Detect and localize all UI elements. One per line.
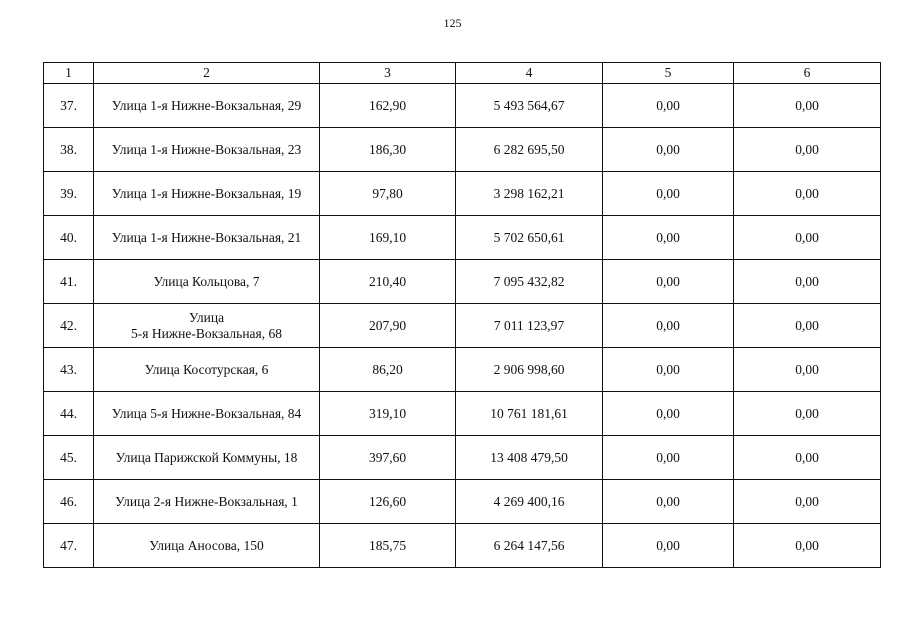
col6-cell: 0,00 — [734, 84, 881, 128]
col6-cell: 0,00 — [734, 304, 881, 348]
area-cell: 207,90 — [320, 304, 456, 348]
header-cell-3: 3 — [320, 63, 456, 84]
address-cell: Улица Парижской Коммуны, 18 — [94, 436, 320, 480]
row-number: 39. — [44, 172, 94, 216]
header-cell-6: 6 — [734, 63, 881, 84]
col6-cell: 0,00 — [734, 172, 881, 216]
value-cell: 6 264 147,56 — [456, 524, 603, 568]
area-cell: 162,90 — [320, 84, 456, 128]
table-body — [44, 84, 881, 568]
col5-cell: 0,00 — [603, 128, 734, 172]
row-number: 38. — [44, 128, 94, 172]
table-row — [44, 524, 881, 568]
table-row — [44, 480, 881, 524]
col6-cell: 0,00 — [734, 128, 881, 172]
data-table — [43, 62, 881, 568]
row-number: 40. — [44, 216, 94, 260]
header-row — [44, 63, 881, 84]
table-row — [44, 172, 881, 216]
value-cell: 7 095 432,82 — [456, 260, 603, 304]
col5-cell: 0,00 — [603, 348, 734, 392]
value-cell: 2 906 998,60 — [456, 348, 603, 392]
table-row — [44, 84, 881, 128]
value-cell: 4 269 400,16 — [456, 480, 603, 524]
value-cell: 13 408 479,50 — [456, 436, 603, 480]
row-number: 46. — [44, 480, 94, 524]
col5-cell: 0,00 — [603, 260, 734, 304]
area-cell: 319,10 — [320, 392, 456, 436]
address-cell: Улица Кольцова, 7 — [94, 260, 320, 304]
table-header — [44, 63, 881, 84]
area-cell: 397,60 — [320, 436, 456, 480]
col5-cell: 0,00 — [603, 436, 734, 480]
row-number: 42. — [44, 304, 94, 348]
value-cell: 7 011 123,97 — [456, 304, 603, 348]
row-number: 37. — [44, 84, 94, 128]
row-number: 45. — [44, 436, 94, 480]
address-cell: Улица Косотурская, 6 — [94, 348, 320, 392]
col6-cell: 0,00 — [734, 348, 881, 392]
area-cell: 185,75 — [320, 524, 456, 568]
col5-cell: 0,00 — [603, 216, 734, 260]
address-cell: Улица 5-я Нижне-Вокзальная, 84 — [94, 392, 320, 436]
address-cell: Улица Аносова, 150 — [94, 524, 320, 568]
address-cell: Улица 1-я Нижне-Вокзальная, 19 — [94, 172, 320, 216]
col6-cell: 0,00 — [734, 436, 881, 480]
col5-cell: 0,00 — [603, 524, 734, 568]
header-cell-5: 5 — [603, 63, 734, 84]
row-number: 44. — [44, 392, 94, 436]
table-row — [44, 348, 881, 392]
table-row — [44, 304, 881, 348]
col5-cell: 0,00 — [603, 392, 734, 436]
page-number: 125 — [443, 16, 462, 30]
address-cell: Улица 2-я Нижне-Вокзальная, 1 — [94, 480, 320, 524]
address-cell: Улица 1-я Нижне-Вокзальная, 23 — [94, 128, 320, 172]
table-row — [44, 128, 881, 172]
col6-cell: 0,00 — [734, 260, 881, 304]
header-cell-1: 1 — [44, 63, 94, 84]
value-cell: 6 282 695,50 — [456, 128, 603, 172]
area-cell: 126,60 — [320, 480, 456, 524]
row-number: 43. — [44, 348, 94, 392]
address-cell: Улица 1-я Нижне-Вокзальная, 29 — [94, 84, 320, 128]
col6-cell: 0,00 — [734, 216, 881, 260]
col6-cell: 0,00 — [734, 480, 881, 524]
area-cell: 169,10 — [320, 216, 456, 260]
header-cell-4: 4 — [456, 63, 603, 84]
row-number: 41. — [44, 260, 94, 304]
col6-cell: 0,00 — [734, 392, 881, 436]
address-cell: Улица 5-я Нижне-Вокзальная, 68 — [94, 304, 320, 348]
area-cell: 186,30 — [320, 128, 456, 172]
header-cell-2: 2 — [94, 63, 320, 84]
address-cell: Улица 1-я Нижне-Вокзальная, 21 — [94, 216, 320, 260]
col5-cell: 0,00 — [603, 304, 734, 348]
value-cell: 5 493 564,67 — [456, 84, 603, 128]
table-row — [44, 216, 881, 260]
area-cell: 86,20 — [320, 348, 456, 392]
area-cell: 210,40 — [320, 260, 456, 304]
col5-cell: 0,00 — [603, 480, 734, 524]
area-cell: 97,80 — [320, 172, 456, 216]
value-cell: 10 761 181,61 — [456, 392, 603, 436]
value-cell: 3 298 162,21 — [456, 172, 603, 216]
col6-cell: 0,00 — [734, 524, 881, 568]
row-number: 47. — [44, 524, 94, 568]
table-row — [44, 392, 881, 436]
table-row — [44, 260, 881, 304]
col5-cell: 0,00 — [603, 172, 734, 216]
col5-cell: 0,00 — [603, 84, 734, 128]
value-cell: 5 702 650,61 — [456, 216, 603, 260]
table-row — [44, 436, 881, 480]
